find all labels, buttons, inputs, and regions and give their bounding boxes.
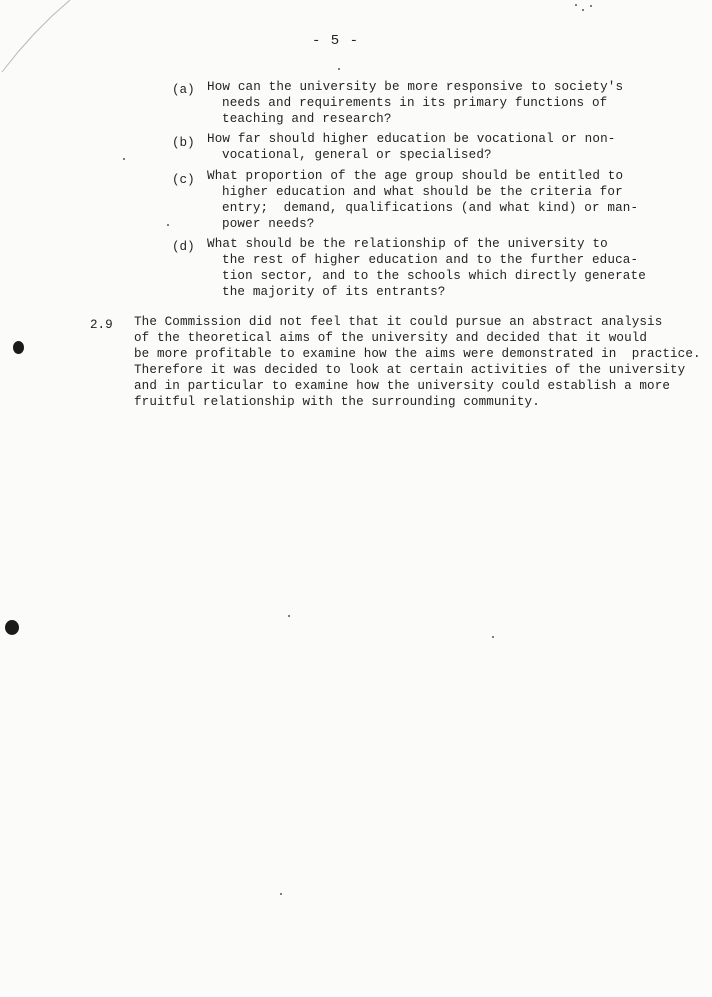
question-d-line-4: the majority of its entrants? [222,285,446,299]
page-number: - 5 - [312,33,360,49]
question-b-line-1: How far should higher education be vocational or non- [207,132,616,146]
speck [338,68,340,70]
scan-edge-mark [0,0,90,90]
speck [123,158,125,160]
hole-punch-mark-lower [5,620,19,635]
speck [575,4,577,6]
question-d-line-3: tion sector, and to the schools which directly generate [222,269,646,283]
question-b-label: (b) [172,136,195,150]
paragraph-line-1: The Commission did not feel that it could pursue an abstract analysis [134,315,663,329]
paragraph-line-5: and in particular to examine how the university could establish a more [134,379,671,393]
question-a-label: (a) [172,83,195,97]
question-b-line-2: vocational, general or specialised? [222,148,492,162]
question-c-line-3: entry; demand, qualifications (and what kind) or man- [222,201,639,215]
question-a-line-3: teaching and research? [222,112,392,126]
hole-punch-mark-upper [13,341,24,354]
speck [492,636,494,638]
question-d-label: (d) [172,240,195,254]
paragraph-line-4: Therefore it was decided to look at certain activities of the university [134,363,686,377]
question-d-line-2: the rest of higher education and to the further educa- [222,253,639,267]
question-c-line-2: higher education and what should be the criteria for [222,185,623,199]
question-a-line-1: How can the university be more responsive to society's [207,80,624,94]
speck [167,224,169,226]
speck [280,893,282,895]
question-c-label: (c) [172,173,195,187]
paragraph-number: 2.9 [90,318,113,332]
paragraph-line-6: fruitful relationship with the surrounding community. [134,395,540,409]
question-a-line-2: needs and requirements in its primary functions of [222,96,608,110]
paragraph-line-3: be more profitable to examine how the aims were demonstrated in practice. [134,347,701,361]
paragraph-line-2: of the theoretical aims of the university and decided that it would [134,331,648,345]
question-c-line-1: What proportion of the age group should be entitled to [207,169,624,183]
speck [590,5,592,7]
speck [288,615,290,617]
question-c-line-4: power needs? [222,217,315,231]
speck [582,9,584,11]
question-d-line-1: What should be the relationship of the university to [207,237,608,251]
